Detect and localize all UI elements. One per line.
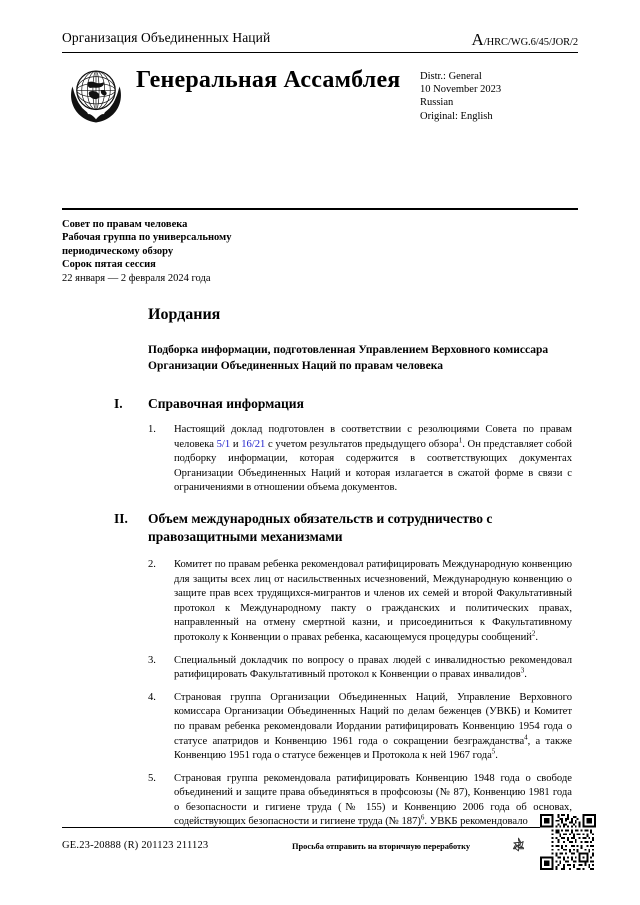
document-subtitle: Подборка информации, подготовленная Управлением Верховного комиссара Организации Объединенных Наций по правам человека [148,344,549,372]
footnote-marker-6[interactable]: 6 [420,813,425,822]
paragraph-number-4: 4. [148,691,156,703]
header-divider-bottom [62,208,578,210]
distribution-original: Original: English [420,110,493,122]
paragraph-text-2 [174,558,572,646]
session-metadata [62,218,392,285]
paragraph-5 [148,772,572,830]
paragraph-number-3: 3. [148,654,156,666]
p2-text-a: Комитет по правам ребенка рекомендовал ратифицировать Международную конвенцию для защиты всех лиц от насильственных исчезновений, Международную конвенцию о защите прав всех трудящихся-мигрантов и членов их семей и второй Факультативный протокол к Международному пакту о гражданских и политических правах, направленный на отмену смертной казни, и присоединиться к Факультативному протоколу к Конвенции о правах ребенка, касающемуся процедуры сообщений [174,558,572,643]
footnote-marker-1[interactable]: 1 [458,436,463,445]
paragraph-3 [148,654,572,683]
header-divider-top [62,52,578,53]
distribution-type: Distr.: General [420,71,482,82]
paragraph-text-5 [174,772,572,830]
paragraph-number-5: 5. [148,772,156,784]
p1-text-b: и [230,438,242,450]
section-numeral-1: I. [114,396,123,411]
p5-text-b: . УВКБ рекомендовало [424,816,528,828]
document-symbol-prefix: A [471,30,484,49]
council-name: Совет по правам человека [62,219,188,230]
section-heading-1 [114,395,584,413]
page-footer [62,834,578,874]
organization-name: Организация Объединенных Наций [62,30,271,45]
masthead [62,30,578,49]
document-code: GE.23-20888 (R) 201123 211123 [62,840,209,851]
paragraph-1 [148,423,572,496]
distribution-language: Russian [420,97,454,109]
working-group-line2: периодическому обзору [62,245,174,257]
document-symbol [472,31,578,50]
section-title-2: Объем международных обязательств и сотрудничество с правозащитными механизмами [148,510,493,544]
working-group-line1: Рабочая группа по универсальному [62,232,232,244]
recycling-notice: Просьба отправить на вторичную переработку [292,842,471,851]
session-dates: 22 января — 2 февраля 2024 года [62,272,211,284]
p1-text-d: . Он представляет собой подборку информации, которая содержится в соответствующих документах Организации Объединенных Наций и которая излагается в сжатой форме в связи с ограничениями в отношении объема документов. [174,438,572,494]
section-title-1: Справочная информация [148,396,304,411]
document-body [62,305,578,838]
p1-text-c: с учетом результатов предыдущего обзора [265,438,459,450]
footnote-marker-5[interactable]: 5 [491,747,496,756]
paragraph-number-1: 1. [148,424,156,435]
paragraph-text-3 [174,654,572,683]
footnote-marker-2[interactable]: 2 [531,629,536,638]
footnote-marker-4[interactable]: 4 [524,732,528,741]
p4-text-a: Страновая группа Организации Объединенных Наций, Управление Верховного комиссара Организации Объединенных Наций по делам беженцев (УВКБ) и Комитет по правам ребенка рекомендовали Иордании ратифицировать Конвенцию 1954 года о статусе апатридов и Конвенцию 1961 года о сокращении безгражданства [174,691,572,747]
p1-text-a: Настоящий доклад подготовлен в соответствии с резолюциями Совета по правам человека [174,424,572,450]
un-emblem-icon [65,63,127,125]
recycling-symbol-icon [510,836,527,853]
paragraph-text-1 [174,423,572,496]
section-numeral-2: II. [114,510,128,526]
p4-text-b: , а также Конвенцию 1951 года о статусе беженцев и Протокола к ней 1967 года [174,735,572,762]
link-resolution-16-21[interactable]: 16/21 [241,438,266,450]
footnote-marker-3[interactable]: 3 [520,666,525,675]
distribution-block [420,70,501,123]
qr-code-icon [540,814,596,870]
paragraph-number-2: 2. [148,558,156,570]
distribution-date: 10 November 2023 [420,84,502,96]
p5-text-a: Страновая группа рекомендовала ратифицировать Конвенцию 1948 года о свободе объединений и защите права объединяться в профсоюзы (№ 87), Конвенцию 1981 года о безопасности и гигиене труда (№ 155) и Конвенцию 2006 года об основах, содействующих безопасности и гигиене труда (№ 187) [174,772,572,828]
page-title: Генеральная Ассамблея [136,67,401,93]
footer-divider [62,827,578,828]
paragraph-4 [148,691,572,764]
p2-text-b: . [535,631,539,643]
document-symbol-rest: /HRC/WG.6/45/JOR/2 [483,37,578,48]
p3-text-b: . [524,669,527,681]
paragraph-text-4 [174,691,572,764]
section-heading-2 [114,510,584,546]
p4-text-c: . [495,750,498,762]
header-band [62,58,578,142]
link-resolution-5-1[interactable]: 5/1 [216,438,231,450]
p3-text-a: Специальный докладчик по вопросу о правах людей с инвалидностью рекомендовал ратифицировать Факультативный протокол к Конвенции о правах инвалидов [174,654,572,681]
paragraph-2 [148,558,572,646]
session-number: Сорок пятая сессия [62,259,156,271]
country-title: Иордания [148,306,221,323]
